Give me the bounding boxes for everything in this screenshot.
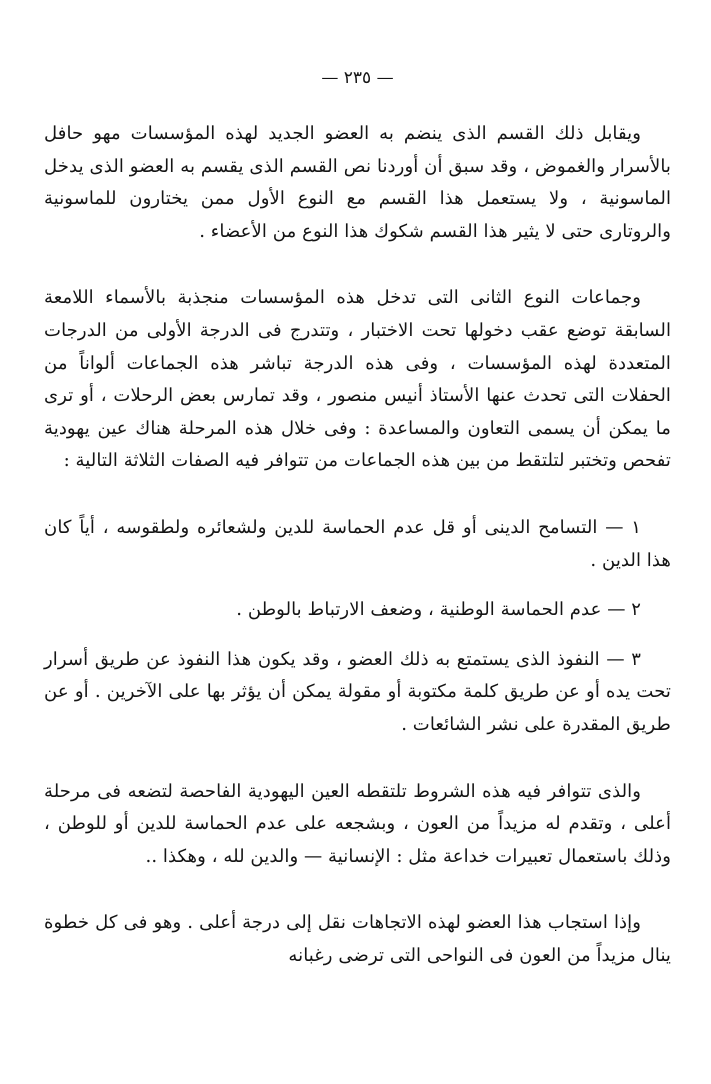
page-number: — ٢٣٥ — bbox=[321, 68, 394, 88]
paragraph-promotion: وإذا استجاب هذا العضو لهذه الاتجاهات نقل إلى درجة أعلى . وهو فى كل خطوة ينال مزيداً من العون فى النواحى التى ترضى رغبانه bbox=[44, 912, 671, 966]
paragraph-second-type-groups: وجماعات النوع الثانى التى تدخل هذه المؤسسات منجذبة بالأسماء اللامعة السابقة توضع عقب دخولها تحت الاختبار ، وتتدرج فى الدرجة الأولى من الدرجات المتعددة لهذه المؤسسات ، وفى هذه الدرجة تباشر هذه الجماعات ألواناً من الحفلات التى تحدث عنها الأستاذ أنيس منصور ، وقد تمارس بعض الرحلات ، أو ترى ما يمكن أن يسمى التعاون والمساعدة : وفى خلال هذه المرحلة هناك عين يهودية تفحص وتختبر لتلتقط من بين هذه الجماعات من تتوافر فيه الصفات الثلاثة التالية : bbox=[44, 287, 671, 472]
paragraph-oath: ويقابل ذلك القسم الذى ينضم به العضو الجديد لهذه المؤسسات مهو حافل بالأسرار والغموض ، وقد سبق أن أوردنا نص القسم الذى يقسم به العضو الذى يدخل الماسونية ، ولا يستعمل هذا القسم مع النوع الأول ممن يختارون للماسونية والروتارى حتى لا يثير هذا القسم شكوك هذا النوع من الأعضاء . bbox=[44, 123, 671, 242]
list-item-national-enthusiasm: ٢ — عدم الحماسة الوطنية ، وضعف الارتباط بالوطن . bbox=[236, 599, 641, 621]
paragraph-conditions: والذى تتوافر فيه هذه الشروط تلتقطه العين اليهودية الفاحصة لتضعه فى مرحلة أعلى ، وتقدم له مزيداً من العون ، وبشجعه على عدم الحماسة للدين أو للوطن ، وذلك باستعمال تعبيرات خداعة مثل : الإنسانية — والدين لله ، وهكذا .. bbox=[44, 780, 671, 867]
list-item-religious-tolerance: ١ — التسامح الدينى أو قل عدم الحماسة للدين ولشعائره ولطقوسه ، أياً كان هذا الدين . bbox=[44, 516, 671, 571]
list-item-influence: ٣ — النفوذ الذى يستمتع به ذلك العضو ، وقد يكون هذا النفوذ عن طريق أسرار تحت يده أو عن طريق كلمة مكتوبة أو مقولة يمكن أن يؤثر بها على الآخرين . أو عن طريق المقدرة على نشر الشائعات . bbox=[44, 648, 671, 735]
